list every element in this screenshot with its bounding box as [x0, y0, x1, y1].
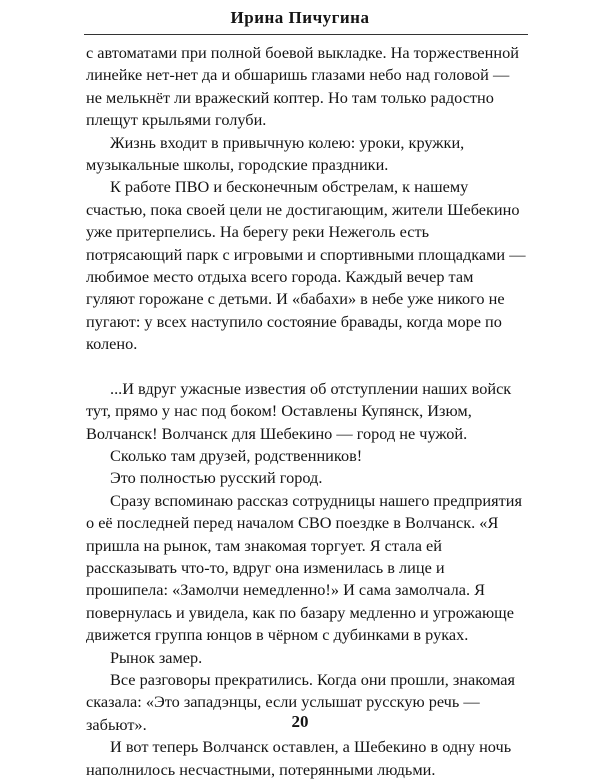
- page-number: 20: [291, 712, 309, 731]
- paragraph: Рынок замер.: [110, 647, 203, 667]
- paragraph: И вот теперь Волчанск оставлен, а Шебекино в одну ночь наполнилось несчастными, потерянными людьми.: [86, 737, 512, 779]
- paragraph: Жизнь входит в привычную колею: уроки, кружки, музыкальные школы, городские праздники.: [86, 132, 465, 175]
- paragraph: Это полностью русский город.: [110, 468, 323, 488]
- paragraph: Все разговоры прекратились. Когда они прошли, знакомая сказала: «Это западэнцы, если услышат русскую речь — забьют».: [86, 669, 516, 734]
- header-divider: [84, 34, 528, 35]
- running-header-author: Ирина Пичугина: [230, 8, 370, 27]
- paragraph: Сразу вспоминаю рассказ сотрудницы нашего предприятия о её последней перед началом СВО поездке в Волчанск. «Я пришла на рынок, там знакомая торгует. Я стала ей рассказывать что-то, вдруг она изменилась в лице и прошипела: «Замолчи немедленно!» И сама замолчала. Я повернулась и увидела, как по базару медленно и угрожающе движется группа юнцов в чёрном с дубинками в руках.: [86, 490, 522, 645]
- paragraph: Сколько там друзей, родственников!: [110, 445, 363, 465]
- section-break: [86, 356, 526, 378]
- paragraph: с автоматами при полной боевой выкладке. На торжественной линейке нет-нет да и обшаришь глазами небо над головой — не мелькнёт ли вражеский коптер. Но там только радостно плещут крыльями голуби.: [86, 43, 519, 130]
- paragraph: ...И вдруг ужасные известия об отступлении наших войск тут, прямо у нас под боком! Оставлены Купянск, Изюм, Волчанск! Волчанск для Шебекино — город не чужой.: [86, 378, 512, 443]
- body-text: [86, 42, 526, 781]
- paragraph: К работе ПВО и бесконечным обстрелам, к нашему счастью, пока своей цели не достигающим, жители Шебекино уже притерпелись. На берегу реки Нежеголь есть потрясающий парк с игровыми и спортивными площадками — любимое место отдыха всего города. Каждый вечер там гуляют горожане с детьми. И «бабахи» в небе уже никого не пугают: у всех наступило состояние бравады, когда море по колено.: [86, 177, 526, 354]
